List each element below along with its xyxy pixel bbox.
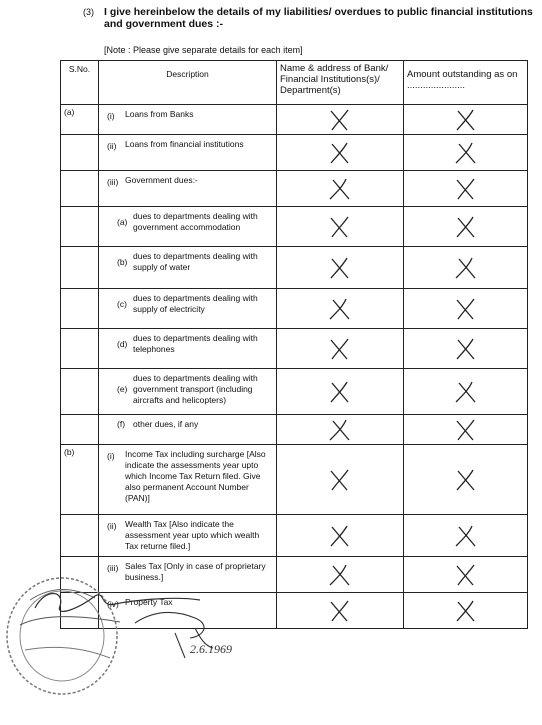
cross-mark-icon [328,468,352,492]
table-row [61,445,528,515]
table-row [61,415,528,445]
row-text: dues to departments dealing with government accommodation [133,211,258,232]
cross-mark-icon [454,141,478,165]
table-row [61,105,528,135]
row-roman-numeral: (iii) [107,177,119,187]
row-text: dues to departments dealing with supply of electricity [133,293,258,314]
row-bank-cell [277,415,404,445]
cross-mark-icon [328,141,352,165]
row-sno [61,247,99,289]
row-text: Sales Tax [Only in case of proprietary business.] [125,561,266,582]
cross-mark-icon [454,468,478,492]
cross-mark-icon [328,563,352,587]
cross-mark-icon [454,337,478,361]
col-header-bank: Name & address of Bank/ Financial Institutions(s)/ Department(s) [277,61,404,105]
intro-statement: I give hereinbelow the details of my liabilities/ overdues to public financial institutions and government dues :- [104,6,533,30]
row-description [99,593,277,629]
row-text: dues to departments dealing with supply of water [133,251,258,272]
table-row [61,515,528,557]
row-amount-cell [404,557,528,593]
row-bank-cell [277,329,404,369]
row-bank-cell [277,247,404,289]
signature-date: 2.6.1969 [190,642,232,656]
table-header-row [61,61,528,105]
row-roman-numeral: (i) [107,111,115,121]
row-bank-cell [277,515,404,557]
row-description [99,135,277,171]
row-bank-cell [277,593,404,629]
row-bank-cell [277,445,404,515]
cross-mark-icon [454,563,478,587]
note-text: [Note : Please give separate details for each item] [104,45,303,55]
cross-mark-icon [454,599,478,623]
row-letter: (e) [117,384,128,394]
cross-mark-icon [328,177,352,201]
row-description [99,415,277,445]
row-description [99,289,277,329]
row-roman-numeral: (iv) [107,599,119,609]
row-text: Wealth Tax [Also indicate the assessment year upto which wealth Tax returne filed.] [125,519,260,551]
table-row [61,247,528,289]
row-bank-cell [277,171,404,207]
cross-mark-icon [454,108,478,132]
row-amount-cell [404,105,528,135]
row-description [99,445,277,515]
row-amount-cell [404,415,528,445]
row-amount-cell [404,247,528,289]
row-roman-numeral: (iii) [107,563,119,573]
table-row [61,369,528,415]
row-letter: (a) [117,216,128,227]
row-text: dues to departments dealing with government transport (including aircrafts and helicopters) [133,373,258,405]
row-text: Loans from Banks [125,109,194,119]
row-amount-cell [404,171,528,207]
row-text: Property Tax [125,597,173,607]
row-amount-cell [404,445,528,515]
cross-mark-icon [328,418,352,442]
row-sno [61,289,99,329]
cross-mark-icon [328,215,352,239]
col-header-description: Description [99,61,277,105]
cross-mark-icon [328,337,352,361]
row-letter: (f) [117,419,126,430]
table-row [61,593,528,629]
row-letter: (c) [117,298,127,309]
row-roman-numeral: (i) [107,451,115,461]
row-amount-cell [404,515,528,557]
row-sno [61,593,99,629]
table-row [61,171,528,207]
row-amount-cell [404,289,528,329]
cross-mark-icon [454,177,478,201]
cross-mark-icon [328,380,352,404]
cross-mark-icon [328,297,352,321]
cross-mark-icon [328,108,352,132]
row-amount-cell [404,135,528,171]
row-sno: (a) [61,105,99,135]
row-amount-cell [404,329,528,369]
row-description [99,171,277,207]
row-text: Loans from financial institutions [125,139,244,149]
cross-mark-icon [454,297,478,321]
row-text: Government dues:- [125,175,198,185]
row-letter: (d) [117,338,128,349]
col-header-sno: S.No. [61,61,99,105]
table-row [61,207,528,247]
row-sno [61,369,99,415]
row-roman-numeral: (ii) [107,141,117,151]
cross-mark-icon [328,256,352,280]
cross-mark-icon [454,380,478,404]
row-description [99,557,277,593]
table-row [61,135,528,171]
row-text: dues to departments dealing with telephones [133,333,258,354]
row-description [99,105,277,135]
row-description [99,515,277,557]
row-sno [61,135,99,171]
row-roman-numeral: (ii) [107,521,117,531]
table-row [61,329,528,369]
cross-mark-icon [454,418,478,442]
table-row [61,557,528,593]
row-text: other dues, if any [133,419,199,430]
liabilities-table [60,60,528,629]
row-bank-cell [277,135,404,171]
section-number: (3) [83,7,94,17]
row-sno [61,207,99,247]
row-sno [61,557,99,593]
cross-mark-icon [454,256,478,280]
row-description [99,247,277,289]
row-letter: (b) [117,256,128,267]
row-amount-cell [404,369,528,415]
cross-mark-icon [454,524,478,548]
row-amount-cell [404,593,528,629]
row-amount-cell [404,207,528,247]
cross-mark-icon [454,215,478,239]
row-text: Income Tax including surcharge [Also indicate the assessments year upto which Income Tax Return filed. Give also permanent Account Number (PAN)] [125,449,266,503]
row-sno [61,329,99,369]
table-row [61,289,528,329]
row-description [99,207,277,247]
row-sno [61,515,99,557]
row-bank-cell [277,207,404,247]
row-sno [61,171,99,207]
row-bank-cell [277,105,404,135]
row-sno [61,415,99,445]
cross-mark-icon [328,524,352,548]
row-sno: (b) [61,445,99,515]
row-bank-cell [277,557,404,593]
row-description [99,329,277,369]
row-bank-cell [277,289,404,329]
cross-mark-icon [328,599,352,623]
row-bank-cell [277,369,404,415]
row-description [99,369,277,415]
col-header-amount: Amount outstanding as on ...................... [404,61,528,105]
